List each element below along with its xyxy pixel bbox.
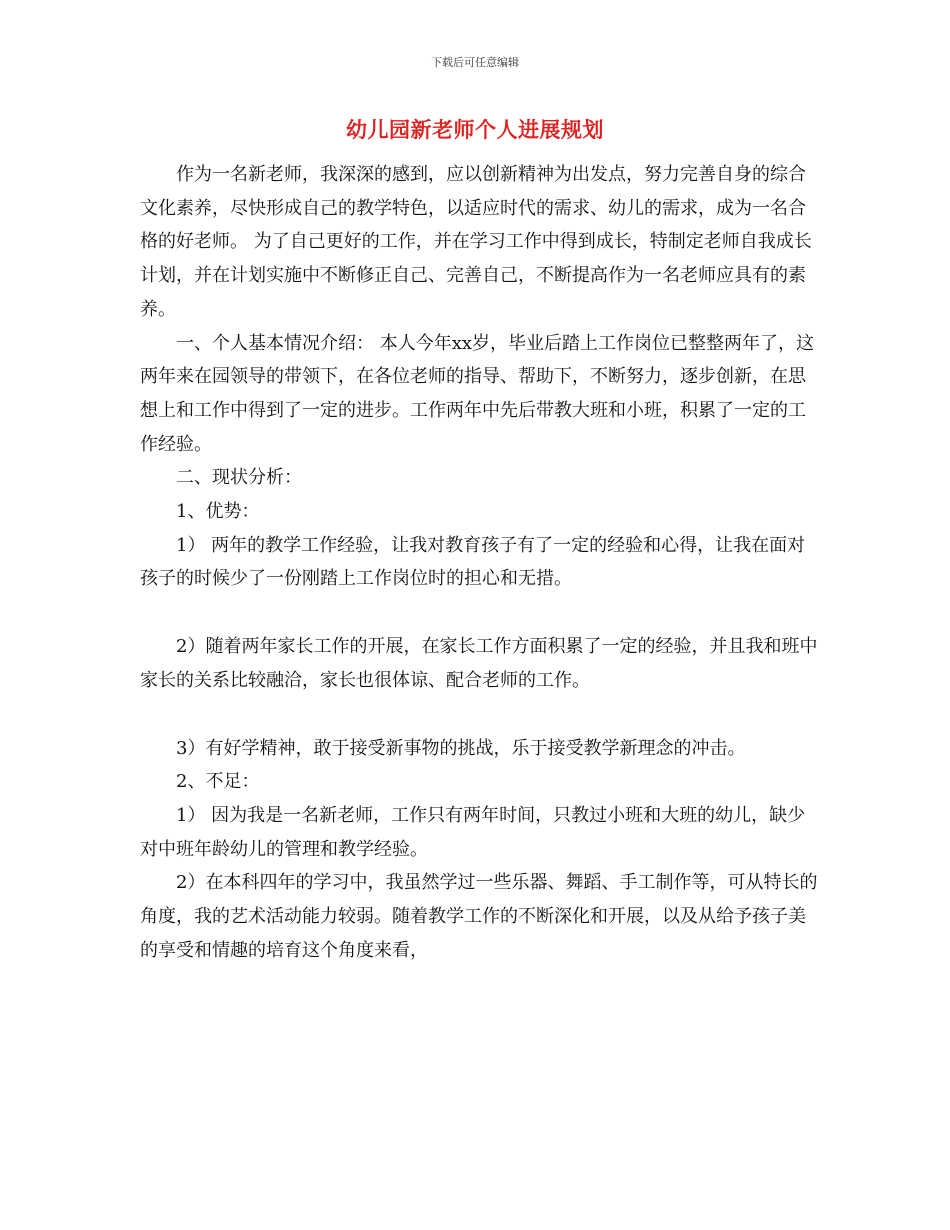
- header-note: 下载后可任意编辑: [431, 56, 519, 69]
- document-body: [140, 158, 820, 967]
- paragraph-strength-1: 1） 两年的教学工作经验，让我对教育孩子有了一定的经验和心得，让我在面对孩子的时候少了一份刚踏上工作岗位时的担心和无措。: [140, 534, 806, 590]
- paragraph-weakness-2: 2）在本科四年的学习中，我虽然学过一些乐器、舞蹈、手工制作等，可从特长的角度，我的艺术活动能力较弱。随着教学工作的不断深化和开展，以及从给予孩子美的享受和情趣的培育这个角度来看，: [140, 872, 818, 961]
- paragraph-basic-info: 一、个人基本情况介绍： 本人今年xx岁，毕业后踏上工作岗位已整整两年了，这两年来在园领导的带领下，在各位老师的指导、帮助下，不断努力，逐步创新，在思想上和工作中得到了一定的进步。工作两年中先后带教大班和小班，积累了一定的工作经验。: [140, 332, 815, 455]
- paragraph-intro: 作为一名新老师，我深深的感到，应以创新精神为出发点，努力完善自身的综合文化素养，尽快形成自己的教学特色，以适应时代的需求、幼儿的需求，成为一名合格的好老师。 为了自己更好的工作，并在学习工作中得到成长，特制定老师自我成长计划，并在计划实施中不断修正自己、完善自己，不断提高作为一名老师应具有的素养。: [140, 164, 812, 320]
- paragraph-weakness-1: 1） 因为我是一名新老师，工作只有两年时间，只教过小班和大班的幼儿，缺少对中班年龄幼儿的管理和教学经验。: [140, 804, 806, 860]
- heading-weaknesses: 2、不足：: [176, 771, 260, 793]
- heading-strengths: 1、优势：: [176, 501, 260, 523]
- heading-status-analysis: 二、现状分析：: [176, 467, 302, 489]
- document-title: 幼儿园新老师个人进展规划: [346, 117, 604, 142]
- paragraph-strength-2: 2）随着两年家长工作的开展，在家长工作方面积累了一定的经验，并且我和班中家长的关系比较融洽，家长也很体谅、配合老师的工作。: [140, 636, 818, 691]
- paragraph-strength-3: 3）有好学精神，敢于接受新事物的挑战，乐于接受教学新理念的冲击。: [176, 737, 746, 759]
